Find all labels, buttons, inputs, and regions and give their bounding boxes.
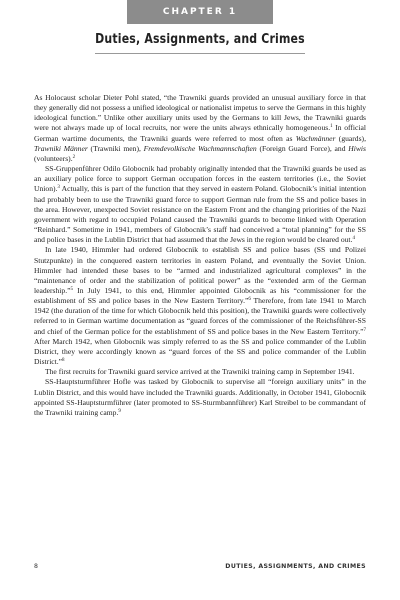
text-run: (guards), xyxy=(335,133,366,143)
running-head: DUTIES, ASSIGNMENTS, AND CRIMES xyxy=(225,563,366,570)
footnote-marker: 9 xyxy=(118,408,121,414)
chapter-label: CHAPTER 1 xyxy=(127,0,273,24)
paragraph xyxy=(34,245,366,367)
text-run: SS-Hauptsturmführer Hofle was tasked by Globocnik to supervise all “foreign auxiliary units” in the Lublin District, and this would have included the Trawniki guards. Additionally, in October 1941, Globocnik appointed SS-Hauptsturmführer (later promoted to SS-Sturmbannführer) Karl Streibel to be commandant of the Trawniki training camp. xyxy=(34,377,366,417)
text-run: Actually, this is part of the function that they served in eastern Poland. Globocnik’s initial intention had probably been to use the Trawniki guard force to support German rule from the SS and police bases in the area. However, unexpected Soviet resistance on the Eastern Front and the changing priorities of the Nazi government with regard to occupied Poland caused the Trawniki guards to become linked with Operation “Reinhard.” Sometime in 1941, members of Globocnik’s staff had conceived a “total planning” for the SS and police bases in the Lublin District that had assumed that the Jews in the region would be cleared out. xyxy=(34,184,366,245)
paragraph xyxy=(34,377,366,418)
paragraph xyxy=(34,164,366,245)
text-run: Fremdevolkische Wachmannschaften xyxy=(143,143,257,153)
text-run: (volunteers). xyxy=(34,153,73,163)
page-number: 8 xyxy=(34,563,38,570)
text-run: Wachmänner xyxy=(295,133,336,143)
text-run: The first recruits for Trawniki guard service arrived at the Trawniki training camp in September 1941. xyxy=(45,367,355,377)
footnote-marker: 3 xyxy=(57,185,60,191)
chapter-title: Duties, Assignments, and Crimes xyxy=(95,31,305,47)
text-run: In official German wartime documents, the Trawniki guards were referred to most often as xyxy=(34,123,366,143)
text-run: After March 1942, when Globocnik was simply referred to as the SS and police commander of the Lublin District, they were accordingly known as “guard forces of the SS and police commander of the Lublin District.” xyxy=(34,336,366,367)
text-run: In late 1940, Himmler had ordered Globocnik to establish SS and police bases (SS und Polizei Stutzpunkte) in the conquered eastern territories in eastern Poland, and eventually the Soviet Union. Himmler had intended these bases to be “armed and industrialized agricultural complexes” in the “maintenance of order and the stabilization of political power” as the “extended arm of the German leadership.” xyxy=(34,245,366,295)
text-run: (Foreign Guard Force), and xyxy=(256,143,349,153)
footnote-marker: 8 xyxy=(62,358,65,364)
paragraph xyxy=(34,367,366,377)
footnote-marker: 5 xyxy=(70,286,73,292)
text-run: Trawniki Männer xyxy=(34,143,88,153)
body-text xyxy=(34,93,366,418)
footnote-marker: 2 xyxy=(72,154,76,160)
text-run: In July 1941, to this end, Himmler appointed Globocnik as his “commissioner for the establishment of SS and police bases in the New Eastern Territory.” xyxy=(34,285,366,306)
text-run: Therefore, from late 1941 to March 1942 (the duration of the time for which Globocnik held this position), the Trawniki guards were collectively referred to in German wartime documentation as “guard forces of the commissioner of the Reichsführer-SS and chief of the German police for the establishment of SS and police bases in the New Eastern Territory.” xyxy=(34,296,366,336)
footnote-marker: 1 xyxy=(330,124,333,130)
footnote-marker: 4 xyxy=(352,236,355,242)
text-run: Hiwis xyxy=(348,143,366,153)
footnote-marker: 7 xyxy=(363,327,366,333)
footnote-marker: 6 xyxy=(248,297,251,303)
text-run: As Holocaust scholar Dieter Pohl stated, “the Trawniki guards provided an unusual auxiliary force in that they generally did not possess a unified ideological or nationalist impetus to serve the Germans in this highly ideological function.” Unlike other auxiliary units used by the Germans to kill Jews, the Trawniki guards were not always made up of local recruits, nor were the units always ethnically homogeneous. xyxy=(34,93,366,133)
title-divider xyxy=(95,53,305,54)
text-run: (Trawniki men), xyxy=(87,143,144,153)
paragraph xyxy=(34,93,366,164)
text-run: SS-Gruppenführer Odilo Globocnik had probably originally intended that the Trawniki guards be used as an auxiliary police force to support German occupation forces in the eastern territories (i.e., the Soviet Union). xyxy=(34,164,366,194)
